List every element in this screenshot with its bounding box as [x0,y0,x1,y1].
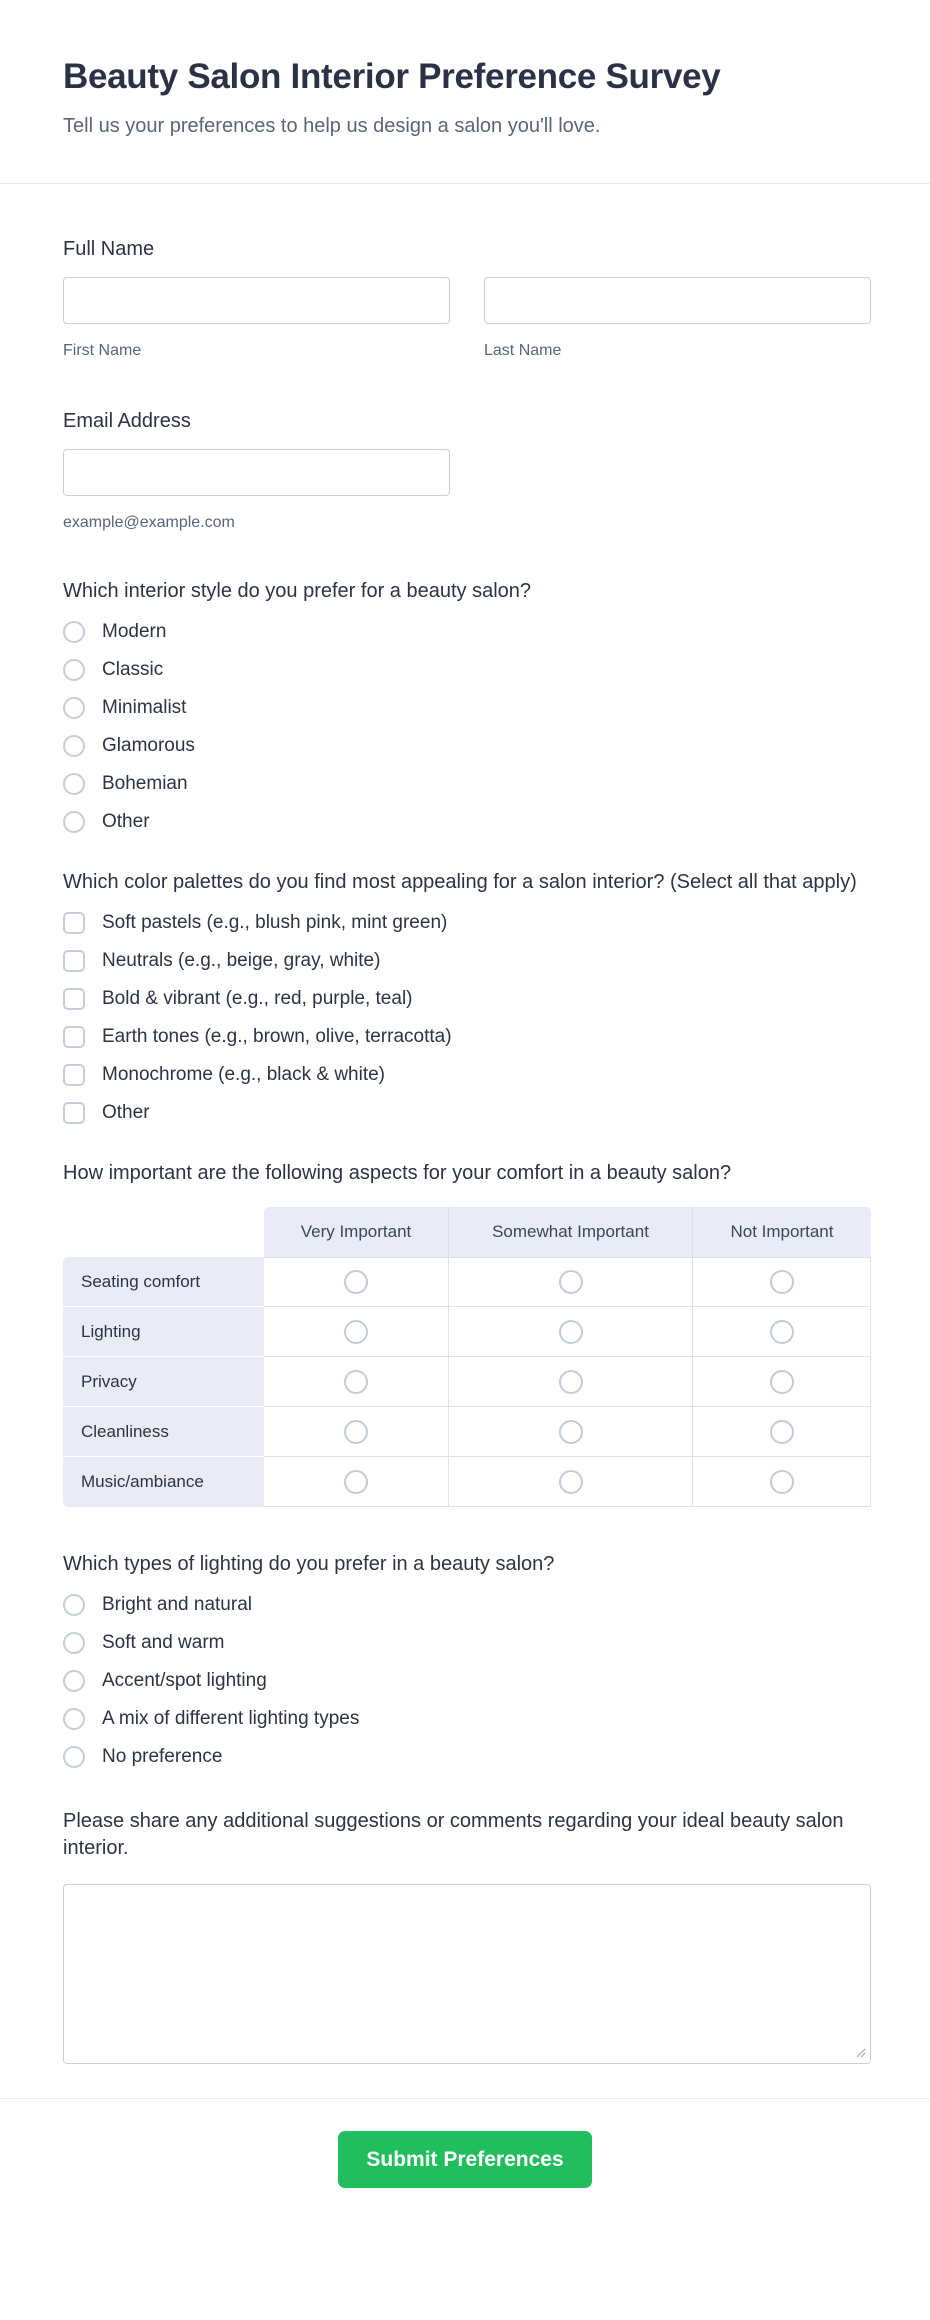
matrix-row-label: Privacy [63,1357,264,1407]
palette-option[interactable] [63,950,871,972]
matrix-radio-button[interactable] [344,1320,368,1344]
matrix-cell[interactable] [693,1407,871,1457]
style-question [63,578,871,833]
comments-question [63,1808,871,2064]
matrix-radio-button[interactable] [770,1420,794,1444]
option-label: Monochrome (e.g., black & white) [102,1064,386,1085]
lighting-option[interactable] [63,1746,871,1768]
radio-button[interactable] [63,1632,85,1654]
radio-button[interactable] [63,735,85,757]
matrix-radio-button[interactable] [770,1470,794,1494]
matrix-radio-button[interactable] [559,1320,583,1344]
matrix-radio-button[interactable] [559,1420,583,1444]
style-question-label: Which interior style do you prefer for a beauty salon? [63,580,532,602]
matrix-cell[interactable] [449,1257,693,1307]
matrix-column-header: Somewhat Important [449,1207,693,1257]
matrix-cell[interactable] [264,1407,449,1457]
form-header [0,0,930,184]
option-label: Bright and natural [102,1594,252,1615]
style-option[interactable] [63,735,871,757]
matrix-cell[interactable] [449,1357,693,1407]
comments-textarea[interactable] [63,1884,871,2064]
matrix-radio-button[interactable] [559,1470,583,1494]
comments-question-label: Please share any additional suggestions or comments regarding your ideal beauty salon interior. [63,1810,844,1859]
checkbox[interactable] [63,1026,85,1048]
matrix-row-label: Cleanliness [63,1407,264,1457]
matrix-cell[interactable] [264,1457,449,1507]
matrix-cell[interactable] [693,1307,871,1357]
option-label: Earth tones (e.g., brown, olive, terracotta) [102,1026,452,1047]
first-name-input[interactable] [63,277,450,324]
radio-button[interactable] [63,1670,85,1692]
page-subtitle: Tell us your preferences to help us design a salon you'll love. [63,115,601,137]
radio-button[interactable] [63,659,85,681]
lighting-question-label: Which types of lighting do you prefer in a beauty salon? [63,1553,555,1575]
matrix-column-header: Very Important [264,1207,449,1257]
style-option[interactable] [63,773,871,795]
option-label: Soft pastels (e.g., blush pink, mint green) [102,912,448,933]
radio-button[interactable] [63,811,85,833]
textarea-resize-handle[interactable] [854,2046,866,2058]
palette-option[interactable] [63,1102,871,1124]
importance-matrix [63,1207,871,1507]
matrix-cell[interactable] [264,1307,449,1357]
checkbox[interactable] [63,988,85,1010]
lighting-option[interactable] [63,1594,871,1616]
radio-button[interactable] [63,697,85,719]
style-options [63,621,871,833]
matrix-cell[interactable] [264,1257,449,1307]
page-title: Beauty Salon Interior Preference Survey [63,57,721,96]
email-field [63,449,450,532]
palette-option[interactable] [63,912,871,934]
palette-option[interactable] [63,988,871,1010]
radio-button[interactable] [63,1746,85,1768]
matrix-row-label: Seating comfort [63,1257,264,1307]
matrix-radio-button[interactable] [344,1270,368,1294]
matrix-column-header: Not Important [693,1207,871,1257]
radio-button[interactable] [63,1594,85,1616]
submit-button[interactable]: Submit Preferences [338,2131,591,2188]
option-label: Minimalist [102,697,187,718]
matrix-radio-button[interactable] [344,1470,368,1494]
radio-button[interactable] [63,1708,85,1730]
matrix-cell[interactable] [449,1307,693,1357]
checkbox[interactable] [63,1064,85,1086]
option-label: Neutrals (e.g., beige, gray, white) [102,950,381,971]
matrix-radio-button[interactable] [770,1320,794,1344]
style-option[interactable] [63,621,871,643]
style-option[interactable] [63,659,871,681]
matrix-corner-cell [63,1207,264,1257]
matrix-row-label: Music/ambiance [63,1457,264,1507]
matrix-radio-button[interactable] [559,1370,583,1394]
last-name-field [484,277,871,360]
matrix-cell[interactable] [693,1357,871,1407]
email-sublabel: example@example.com [63,514,235,531]
option-label: Classic [102,659,164,680]
palette-question-label: Which color palettes do you find most appealing for a salon interior? (Select all that apply) [63,871,857,893]
matrix-row-label: Lighting [63,1307,264,1357]
radio-button[interactable] [63,773,85,795]
palette-option[interactable] [63,1064,871,1086]
matrix-radio-button[interactable] [344,1420,368,1444]
last-name-sublabel: Last Name [484,342,562,359]
option-label: Accent/spot lighting [102,1670,267,1691]
first-name-field [63,277,450,360]
first-name-sublabel: First Name [63,342,142,359]
lighting-options [63,1594,871,1768]
option-label: Bold & vibrant (e.g., red, purple, teal) [102,988,413,1009]
lighting-option[interactable] [63,1670,871,1692]
lighting-option[interactable] [63,1632,871,1654]
palette-question [63,869,871,1124]
matrix-cell[interactable] [264,1357,449,1407]
matrix-radio-button[interactable] [770,1370,794,1394]
lighting-question [63,1551,871,1768]
footer-divider [0,2098,930,2099]
matrix-radio-button[interactable] [770,1270,794,1294]
matrix-cell[interactable] [449,1457,693,1507]
option-label: A mix of different lighting types [102,1708,360,1729]
importance-question [63,1160,871,1507]
option-label: No preference [102,1746,223,1767]
radio-button[interactable] [63,621,85,643]
option-label: Other [102,1102,150,1123]
matrix-radio-button[interactable] [559,1270,583,1294]
importance-question-label: How important are the following aspects for your comfort in a beauty salon? [63,1162,732,1184]
checkbox[interactable] [63,950,85,972]
last-name-input[interactable] [484,277,871,324]
fullname-label: Full Name [63,238,155,260]
option-label: Bohemian [102,773,188,794]
style-option[interactable] [63,697,871,719]
checkbox[interactable] [63,1102,85,1124]
palette-options [63,912,871,1124]
palette-option[interactable] [63,1026,871,1048]
matrix-cell[interactable] [693,1257,871,1307]
email-label: Email Address [63,410,191,432]
matrix-radio-button[interactable] [344,1370,368,1394]
option-label: Modern [102,621,167,642]
fullname-question [63,236,871,360]
matrix-cell[interactable] [449,1407,693,1457]
style-option[interactable] [63,811,871,833]
email-input[interactable] [63,449,450,496]
option-label: Other [102,811,150,832]
option-label: Soft and warm [102,1632,225,1653]
checkbox[interactable] [63,912,85,934]
option-label: Glamorous [102,735,195,756]
lighting-option[interactable] [63,1708,871,1730]
matrix-cell[interactable] [693,1457,871,1507]
email-question [63,408,871,532]
